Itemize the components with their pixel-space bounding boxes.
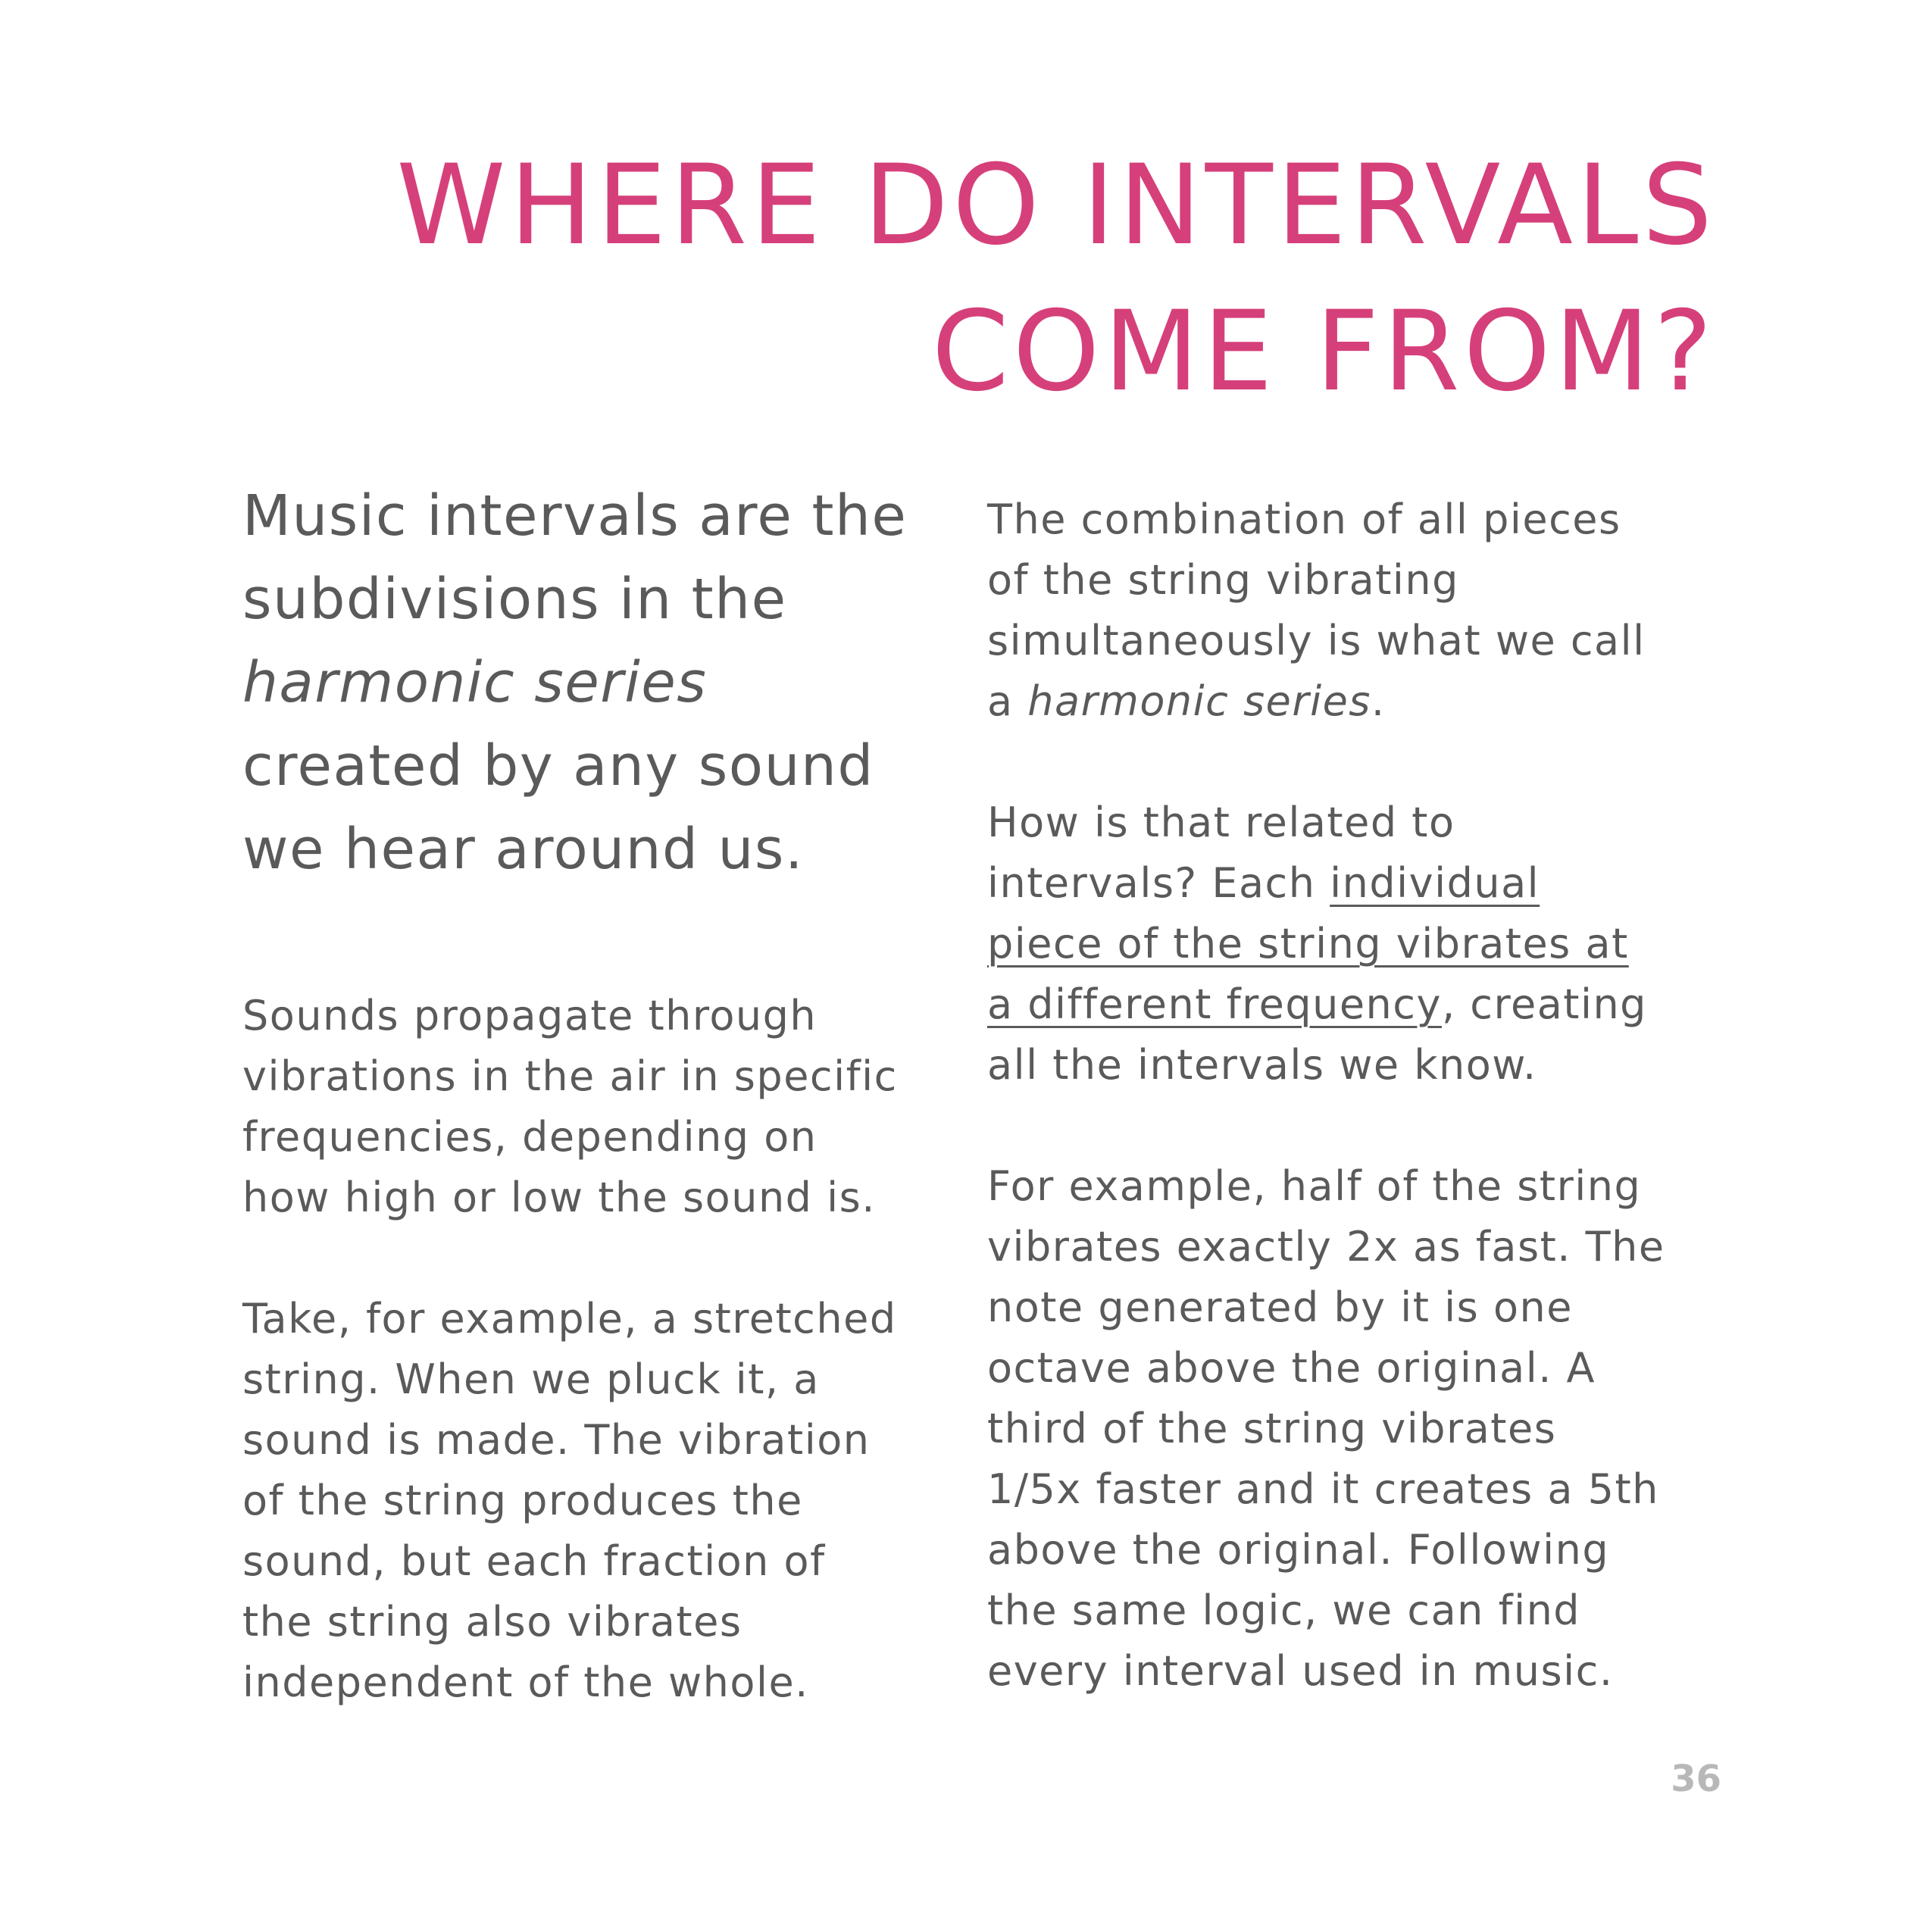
page-title — [396, 133, 1716, 425]
lead-line: created by any sound — [242, 733, 874, 799]
page-number: 36 — [1671, 1758, 1721, 1800]
lead-line — [242, 641, 924, 724]
paragraph-line: every interval used in music. — [987, 1647, 1614, 1695]
paragraph-line — [987, 914, 1715, 974]
paragraph-sounds-propagate — [242, 986, 924, 1228]
paragraph-line: Sounds propagate through — [242, 992, 818, 1039]
paragraph-line: independent of the whole. — [242, 1658, 809, 1706]
paragraph-line: third of the string vibrates — [987, 1405, 1557, 1452]
lead-line: Music intervals are the — [242, 483, 908, 549]
left-column — [242, 474, 924, 1713]
paragraph-line: octave above the original. A — [987, 1344, 1596, 1392]
paragraph-stretched-string — [242, 1289, 924, 1713]
paragraph-line: of the string produces the — [242, 1477, 803, 1524]
paragraph-line: all the intervals we know. — [987, 1041, 1537, 1089]
paragraph-line: of the string vibrating — [987, 556, 1459, 604]
paragraph-line: above the original. Following — [987, 1526, 1610, 1574]
paragraph-line: 1/5x faster and it creates a 5th — [987, 1465, 1659, 1513]
underlined-text: individual — [1330, 859, 1540, 907]
right-column — [987, 489, 1715, 1702]
paragraph-combination — [987, 489, 1715, 732]
paragraph-line: vibrates exactly 2x as fast. The — [987, 1223, 1665, 1271]
paragraph-line: sound, but each fraction of — [242, 1537, 826, 1585]
paragraph-line: How is that related to — [987, 799, 1455, 846]
text-fragment: intervals? Each — [987, 859, 1330, 907]
page-title-line-2: COME FROM? — [931, 287, 1716, 416]
lead-line: subdivisions in the — [242, 567, 787, 632]
text-fragment: , creating — [1441, 980, 1647, 1028]
lead-paragraph — [242, 474, 924, 891]
paragraph-line — [987, 853, 1715, 914]
paragraph-for-example — [987, 1156, 1715, 1702]
paragraph-related-to-intervals — [987, 792, 1715, 1096]
paragraph-line: vibrations in the air in specific — [242, 1052, 898, 1100]
paragraph-line: The combination of all pieces — [987, 496, 1621, 543]
paragraph-line: note generated by it is one — [987, 1283, 1573, 1331]
underlined-text: piece of the string vibrates at — [987, 920, 1629, 968]
paragraph-line: the same logic, we can find — [987, 1587, 1581, 1634]
lead-emphasis: harmonic series — [242, 650, 708, 715]
paragraph-line: frequencies, depending on — [242, 1113, 818, 1161]
lead-line: we hear around us. — [242, 817, 804, 882]
paragraph-line: the string also vibrates — [242, 1598, 742, 1646]
text-fragment: . — [1371, 677, 1386, 725]
page-title-line-1: WHERE DO INTERVALS — [396, 141, 1716, 270]
paragraph-line: how high or low the sound is. — [242, 1174, 876, 1221]
paragraph-line: simultaneously is what we call — [987, 617, 1646, 664]
paragraph-line: For example, half of the string — [987, 1162, 1642, 1210]
paragraph-line — [987, 671, 1715, 732]
underlined-text: a different frequency — [987, 980, 1442, 1028]
harmonic-series-emphasis: harmonic series — [1027, 677, 1371, 725]
text-fragment: a — [987, 677, 1028, 725]
paragraph-line: Take, for example, a stretched — [242, 1295, 897, 1343]
paragraph-line — [987, 974, 1715, 1035]
paragraph-line: sound is made. The vibration — [242, 1416, 871, 1464]
paragraph-line: string. When we pluck it, a — [242, 1355, 820, 1403]
